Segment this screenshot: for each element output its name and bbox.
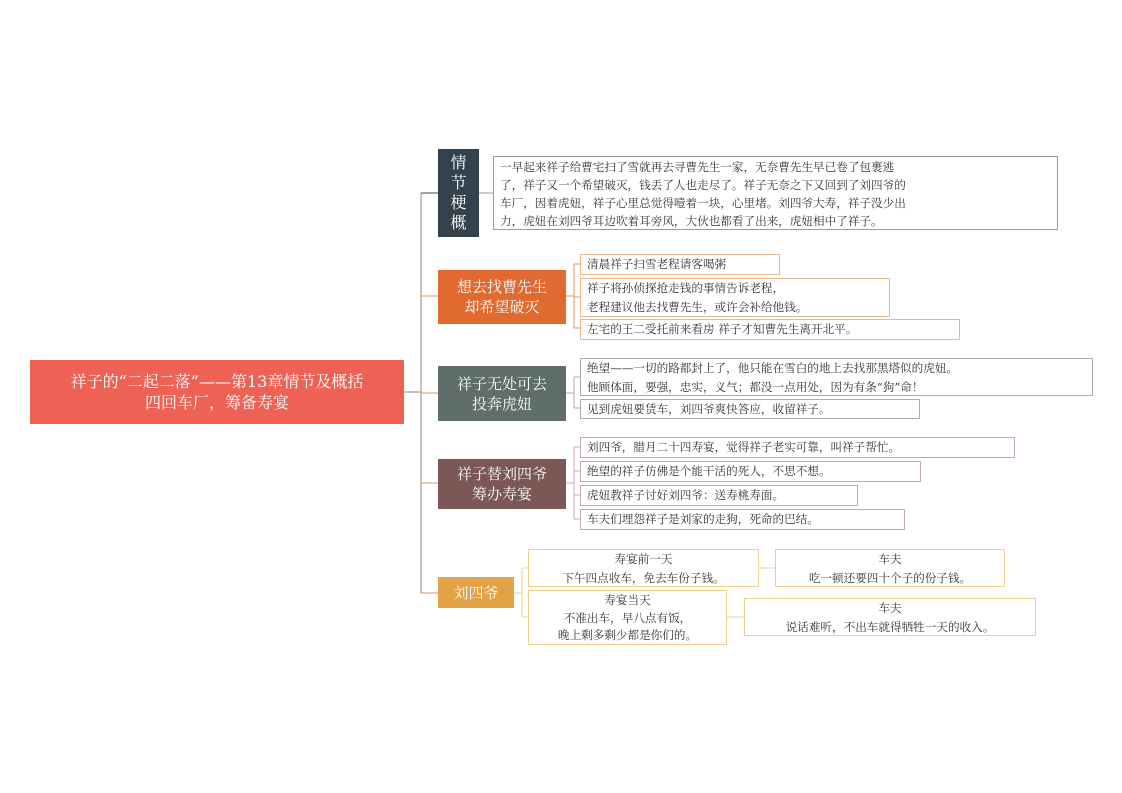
branch-label-line: 筹办寿宴	[471, 485, 532, 503]
branch-plot-summary-char: 概	[450, 213, 467, 232]
leaf-line: 车厂，因着虎妞，祥子心里总觉得噎着一块，心里堵。刘四爷大寿，祥子没少出	[500, 196, 906, 210]
leaf-line: 刘四爷，腊月二十四寿宴，觉得祥子老实可靠，叫祥子帮忙。	[587, 440, 901, 454]
leaf-line: 寿宴当天	[604, 593, 651, 607]
leaf-line: 他顾体面，要强，忠实，义气；都没一点用处，因为有条“狗”命！	[587, 380, 924, 394]
leaf-line: 绝望——一切的路都封上了，他只能在雪白的地上去找那黑塔似的虎妞。	[587, 361, 959, 375]
branch-label-line: 祥子替刘四爷	[456, 465, 547, 483]
leaf-line: 说话难听，不出车就得牺牲一天的收入。	[785, 620, 995, 634]
leaf-tell-laocheng[interactable]	[580, 278, 890, 317]
root-topic[interactable]	[30, 360, 404, 424]
branch-plot-summary-char: 节	[450, 173, 467, 192]
leaf-line: 见到虎妞要赁车，刘四爷爽快答应，收留祥子。	[587, 402, 831, 416]
leaf-line: 下午四点收车，免去车份子钱。	[562, 571, 725, 585]
leaf-line: 晚上剩多剩少都是你们的。	[557, 628, 698, 642]
root-title-line2: 四回车厂，筹备寿宴	[144, 393, 289, 412]
branch3-leaf-connectors	[566, 377, 580, 408]
leaf-line: 力，虎妞在刘四爷耳边吹着耳旁风，大伙也都看了出来，虎妞相中了祥子。	[500, 214, 883, 228]
branch-birthday-banquet[interactable]	[438, 459, 566, 509]
branch-join-huniu[interactable]	[438, 366, 566, 421]
leaf-line: 了，祥子又一个希望破灭，钱丢了人也走尽了。祥子无奈之下又回到了刘四爷的	[500, 178, 906, 192]
leaf-line: 一早起来祥子给曹宅扫了雪就再去寻曹先生一家，无奈曹先生早已卷了包裹逃	[500, 160, 895, 174]
leaf-morning-snow[interactable]	[580, 254, 780, 275]
leaf-huniu-advice[interactable]	[580, 485, 858, 506]
leaf-line: 左宅的王二受托前来看房 祥子才知曹先生离开北平。	[587, 322, 858, 336]
branch-label-line: 投奔虎妞	[471, 394, 532, 413]
leaf-line: 老程建议他去找曹先生，或许会补给他钱。	[587, 300, 808, 314]
leaf-pullers-complain[interactable]	[580, 509, 905, 530]
leaf-line: 寿宴前一天	[614, 552, 673, 566]
leaf-despair-worker[interactable]	[580, 461, 921, 482]
leaf-pullers-fee[interactable]	[775, 549, 1005, 587]
branch-liu-siye[interactable]	[438, 577, 514, 608]
branch-plot-summary-char: 情	[450, 153, 467, 172]
leaf-day-before-banquet[interactable]	[528, 549, 759, 587]
leaf-line: 清晨祥子扫雪老程请客喝粥	[587, 257, 727, 271]
leaf-line: 虎妞教祥子讨好刘四爷：送寿桃寿面。	[587, 488, 785, 502]
leaf-line: 吃一顿还要四十个子的份子钱。	[808, 571, 972, 585]
root-title-line1: 祥子的“二起二落”——第13章情节及概括	[70, 372, 364, 391]
leaf-line: 祥子将孙侦探抢走钱的事情告诉老程，	[587, 281, 785, 295]
leaf-banquet-day[interactable]	[528, 590, 727, 645]
branch2-leaf-connectors	[566, 264, 580, 328]
leaf-liu-birthday[interactable]	[580, 437, 1015, 458]
branch-label-line: 祥子无处可去	[456, 374, 547, 393]
branch5-leaf-connectors	[514, 568, 528, 617]
branch-label-line: 却希望破灭	[464, 298, 540, 316]
leaf-line: 车夫	[878, 601, 902, 615]
branch-label-line: 刘四爷	[453, 583, 499, 602]
leaf-line: 车夫们埋怨祥子是刘家的走狗，死命的巴结。	[587, 512, 819, 526]
leaf-line: 绝望的祥子仿佛是个能干活的死人，不思不想。	[587, 464, 831, 478]
branch-seek-cao[interactable]	[438, 270, 566, 324]
branch4-leaf-connectors	[566, 447, 580, 519]
branch-plot-summary[interactable]	[438, 149, 479, 237]
leaf-line: 不准出车，早八点有饭，	[563, 610, 692, 625]
leaf-wang-er[interactable]	[580, 319, 960, 340]
leaf-despair[interactable]	[580, 358, 1093, 396]
plot-summary-text[interactable]	[493, 156, 1058, 230]
leaf-line: 车夫	[878, 552, 902, 566]
branch-plot-summary-char: 梗	[450, 193, 467, 212]
leaf-pullers-lose-income[interactable]	[744, 598, 1036, 636]
branch-label-line: 想去找曹先生	[456, 278, 547, 296]
leaf-rent-cart[interactable]	[580, 399, 920, 419]
